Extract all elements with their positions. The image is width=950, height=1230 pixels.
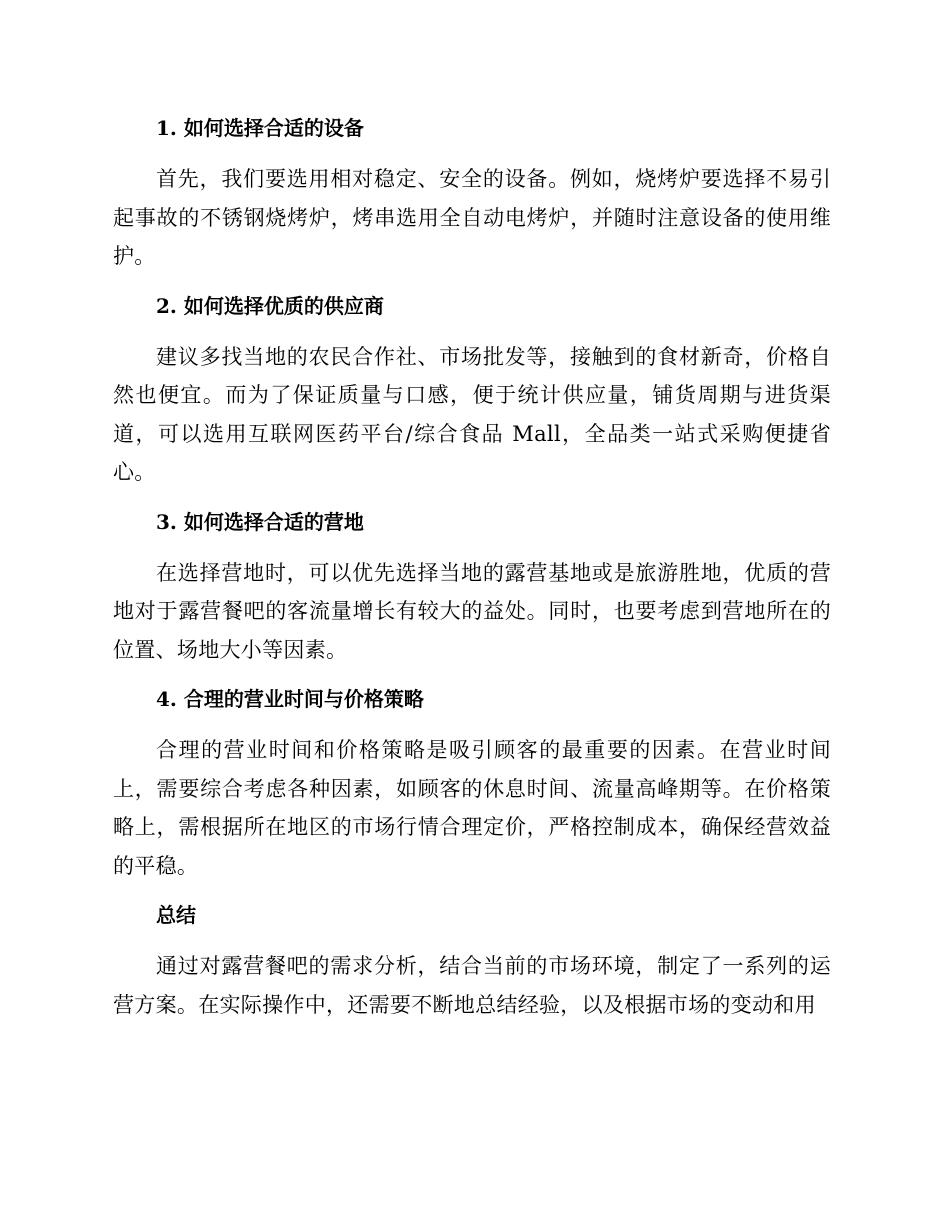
section-heading-equipment: 1. 如何选择合适的设备 [156, 116, 364, 140]
section-body-summary: 通过对露营餐吧的需求分析，结合当前的市场环境，制定了一系列的运营方案。在实际操作中，还需要不断地总结经验，以及根据市场的变动和用 [113, 954, 831, 1017]
section-body-campsite: 在选择营地时，可以优先选择当地的露营基地或是旅游胜地，优质的营地对于露营餐吧的客流量增长有较大的益处。同时，也要考虑到营地所在的位置、场地大小等因素。 [113, 560, 831, 662]
section-heading-hours-pricing: 4. 合理的营业时间与价格策略 [156, 687, 424, 711]
section-body-equipment: 首先，我们要选用相对稳定、安全的设备。例如，烧烤炉要选择不易引起事故的不锈钢烧烤炉，烤串选用全自动电烤炉，并随时注意设备的使用维护。 [113, 167, 831, 268]
section-heading-summary: 总结 [156, 903, 196, 927]
section-heading-supplier: 2. 如何选择优质的供应商 [156, 293, 384, 318]
document-page [113, 110, 831, 1024]
section-body-supplier: 建议多找当地的农民合作社、市场批发等，接触到的食材新奇，价格自然也便宜。而为了保证质量与口感，便于统计供应量，铺货周期与进货渠道，可以选用互联网医药平台/综合食品 Mall，全品类一站式采购便捷省心。 [113, 344, 831, 484]
section-heading-campsite: 3. 如何选择合适的营地 [156, 509, 364, 534]
section-body-hours-pricing: 合理的营业时间和价格策略是吸引顾客的最重要的因素。在营业时间上，需要综合考虑各种因素，如顾客的休息时间、流量高峰期等。在价格策略上，需根据所在地区的市场行情合理定价，严格控制成本，确保经营效益的平稳。 [113, 738, 831, 878]
